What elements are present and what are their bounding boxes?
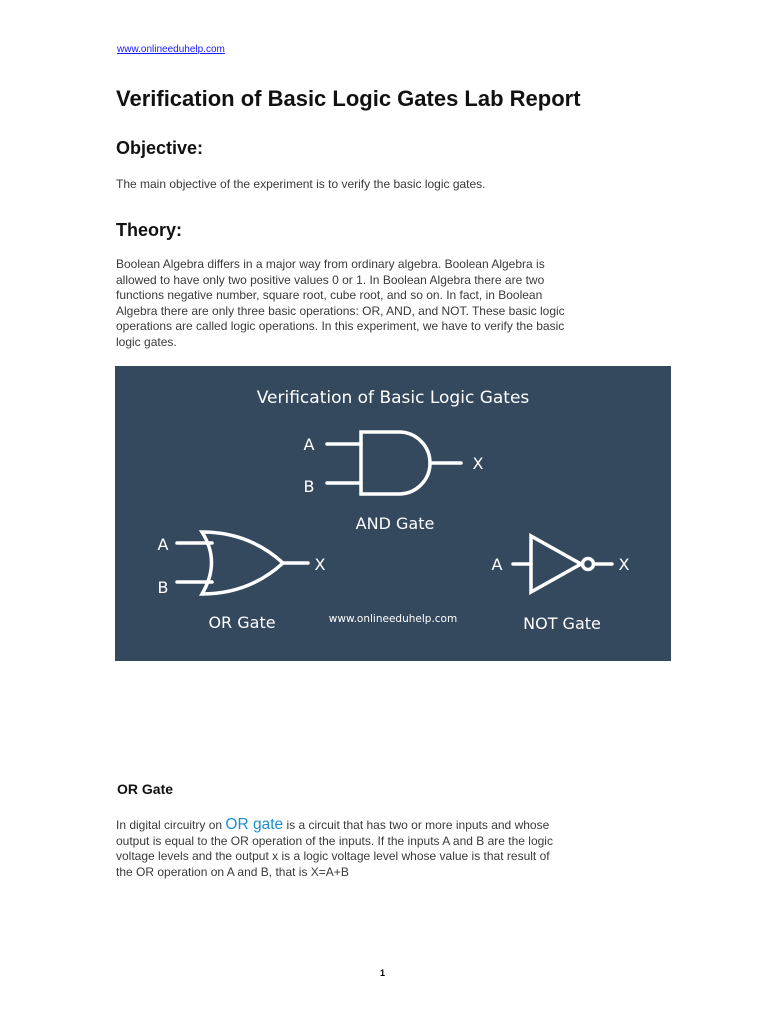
theory-line: operations are called logic operations. In this experiment, we have to verify the basic bbox=[116, 319, 565, 333]
theory-line: allowed to have only two positive values 0 or 1. In Boolean Algebra there are two bbox=[116, 272, 545, 287]
figure-watermark: www.onlineeduhelp.com bbox=[328, 613, 458, 625]
or-gate-heading: OR Gate bbox=[117, 781, 174, 797]
not-gate bbox=[513, 536, 612, 592]
or-output-label: X bbox=[314, 555, 326, 574]
page-number: 1 bbox=[380, 968, 386, 978]
objective-text: The main objective of the experiment is to verify the basic logic gates. bbox=[116, 177, 486, 191]
or-line-text: In digital circuitry on bbox=[116, 818, 226, 832]
or-gate-line: output is equal to the OR operation of the inputs. If the inputs A and B are the logic bbox=[116, 833, 553, 848]
or-gate-line: the OR operation on A and B, that is X=A+B bbox=[116, 864, 349, 879]
theory-line: logic gates. bbox=[116, 334, 177, 349]
or-gate-label: OR Gate bbox=[208, 613, 276, 632]
or-line-text: is a circuit that has two or more inputs and whose bbox=[283, 818, 550, 832]
or-gate-line bbox=[116, 817, 656, 834]
theory-heading: Theory: bbox=[116, 220, 183, 240]
theory-line: Algebra there are only three basic operations: OR, AND, and NOT. These basic logic bbox=[116, 303, 565, 318]
objective-heading: Objective: bbox=[116, 138, 204, 158]
or-gate-symbol bbox=[202, 532, 283, 594]
not-input-label: A bbox=[491, 555, 503, 574]
or-input-a-label: A bbox=[157, 535, 169, 554]
page-title: Verification of Basic Logic Gates Lab Report bbox=[116, 86, 581, 111]
not-output-label: X bbox=[618, 555, 630, 574]
theory-line: Boolean Algebra differs in a major way from ordinary algebra. Boolean Algebra is bbox=[116, 257, 545, 271]
not-gate-label: NOT Gate bbox=[523, 614, 601, 633]
theory-line: functions negative number, square root, cube root, and so on. In fact, in Boolean bbox=[116, 288, 543, 302]
theory-paragraph bbox=[116, 257, 656, 350]
or-gate-line: voltage levels and the output x is a logic voltage level whose value is that result of bbox=[116, 849, 550, 863]
site-link[interactable]: www.onlineeduhelp.com bbox=[117, 44, 225, 55]
logic-gates-figure bbox=[115, 366, 671, 661]
or-gate-paragraph bbox=[116, 817, 656, 880]
or-gate bbox=[177, 532, 308, 594]
and-input-a-label: A bbox=[303, 435, 315, 454]
and-gate-label: AND Gate bbox=[355, 514, 435, 533]
logic-gates-diagram bbox=[115, 366, 671, 661]
and-gate bbox=[327, 432, 461, 494]
and-output-label: X bbox=[472, 454, 484, 473]
and-gate-symbol bbox=[361, 432, 430, 494]
not-gate-symbol bbox=[531, 536, 581, 592]
figure-title: Verification of Basic Logic Gates bbox=[256, 388, 530, 408]
not-bubble bbox=[583, 559, 594, 570]
or-gate-link[interactable]: OR gate bbox=[225, 816, 284, 833]
or-input-b-label: B bbox=[157, 578, 169, 597]
and-input-b-label: B bbox=[303, 477, 315, 496]
